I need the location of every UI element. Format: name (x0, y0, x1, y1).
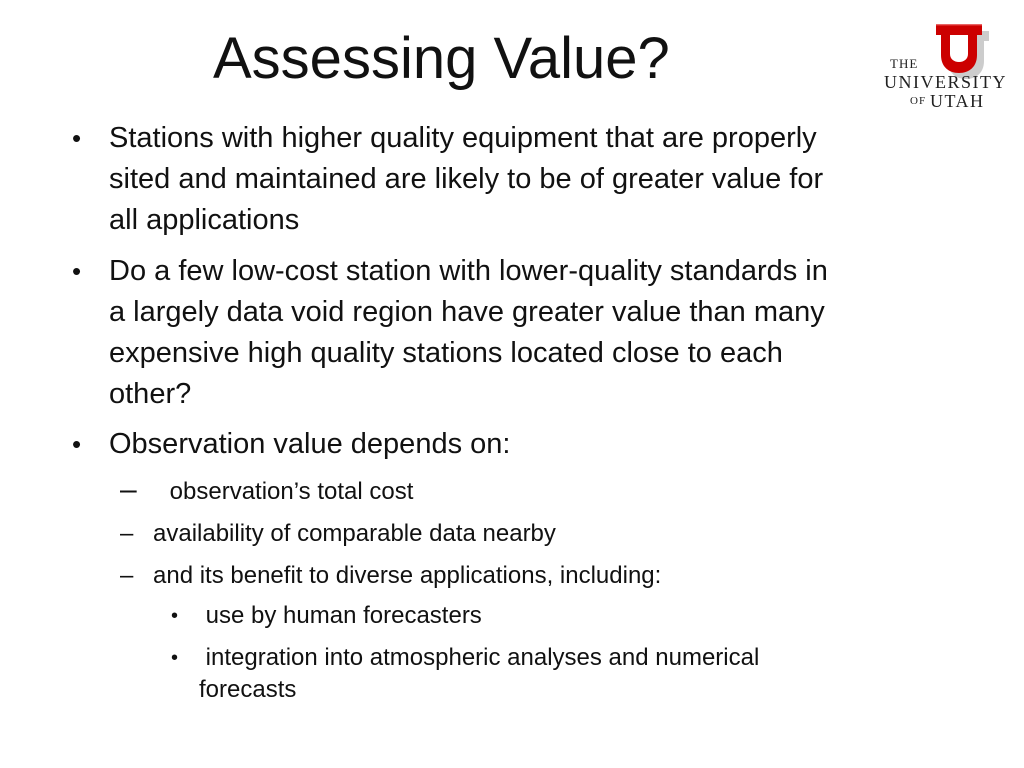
sub-sub-item-text: use by human forecasters (199, 602, 482, 629)
sub-sub-item-text: integration into atmospheric analyses and numerical (199, 644, 760, 671)
bullet-marker: • (171, 605, 179, 627)
bullet-line: sited and maintained are likely to be of greater value for (109, 163, 824, 195)
dash-marker: – (120, 520, 134, 547)
sub-item-text: observation’s total cost (163, 478, 414, 505)
logo-text-university: UNIVERSITY (884, 72, 1007, 92)
sub-item-text: availability of comparable data nearby (153, 520, 556, 547)
dash-marker: – (120, 562, 134, 589)
bullet-marker: • (72, 429, 82, 459)
dash-marker: – (120, 473, 137, 506)
logo-text-utah: UTAH (930, 91, 985, 111)
bullet-line: Observation value depends on: (109, 428, 511, 460)
sub-sub-item-text: forecasts (199, 676, 297, 703)
bullet-line: a largely data void region have greater value than many (109, 296, 825, 328)
bullet-line: Stations with higher quality equipment that are properly (109, 122, 817, 154)
bullet-marker: • (72, 256, 82, 286)
bullet-marker: • (72, 123, 82, 153)
bullet-line: all applications (109, 204, 300, 236)
slide-title: Assessing Value? (213, 26, 670, 91)
university-logo (884, 24, 1016, 116)
sub-item-text: and its benefit to diverse applications, including: (153, 562, 662, 589)
logo-text-the: THE (890, 56, 919, 71)
logo-text-of: OF (910, 95, 927, 107)
bullet-line: expensive high quality stations located close to each (109, 337, 783, 369)
bullet-line: other? (109, 378, 192, 410)
bullet-marker: • (171, 647, 179, 669)
bullet-line: Do a few low-cost station with lower-quality standards in (109, 255, 828, 287)
